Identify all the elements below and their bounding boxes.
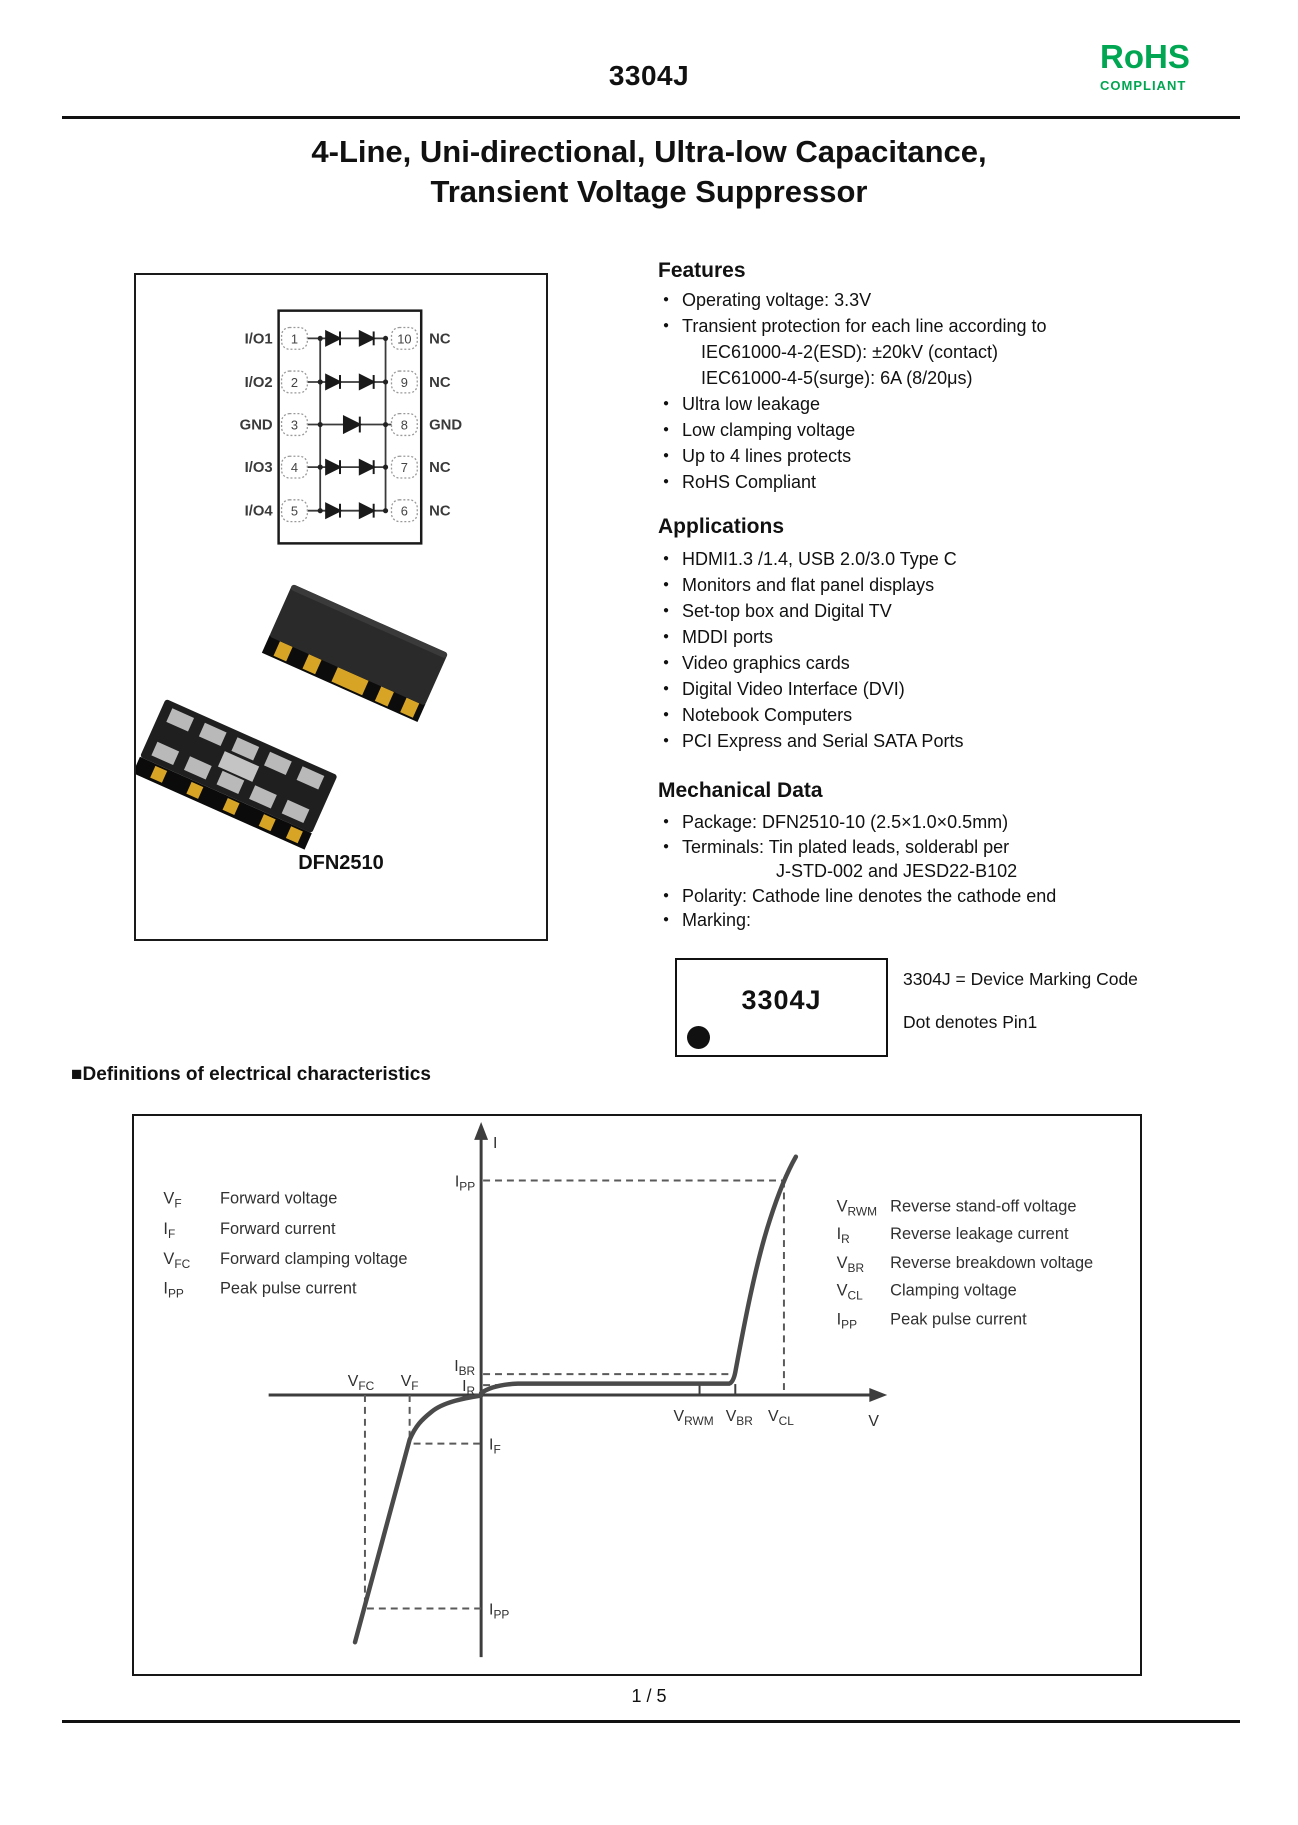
pin-number: 10 xyxy=(397,331,412,347)
pin-number: 6 xyxy=(400,503,408,519)
pin-label-io3: I/O3 xyxy=(244,460,273,477)
list-item: ● HDMI1.3 /1.4, USB 2.0/3.0 Type C xyxy=(658,546,1128,572)
list-item: ● Notebook Computers xyxy=(658,702,1128,728)
pin-number: 2 xyxy=(290,374,299,390)
list-item: ● Package: DFN2510-10 (2.5×1.0×0.5mm) xyxy=(658,810,1128,835)
legend-symbol: $I_R$ xyxy=(836,1225,850,1247)
vfc-label: $V_{FC}$ xyxy=(347,1373,375,1394)
legend-desc: Peak pulse current xyxy=(890,1310,1027,1329)
pin-label-nc6: NC xyxy=(429,503,451,520)
pin-number: 3 xyxy=(290,417,299,433)
legend-symbol: $V_{BR}$ xyxy=(836,1253,865,1275)
list-item: ● Marking: xyxy=(658,908,1128,933)
legend-desc: Forward clamping voltage xyxy=(219,1249,408,1268)
axes xyxy=(269,1136,872,1657)
pin-number: 5 xyxy=(290,503,299,519)
list-item: ● Terminals: Tin plated leads, solderabl per xyxy=(658,835,1128,860)
ipp-bottom-label: $I_{PP}$ xyxy=(489,1601,510,1622)
list-item: IEC61000-4-2(ESD): ±20kV (contact) xyxy=(701,342,998,362)
legend-symbol: $V_F$ xyxy=(163,1189,182,1211)
x-axis-arrow xyxy=(869,1388,887,1402)
list-item: ● RoHS Compliant xyxy=(658,469,1128,495)
features-list xyxy=(658,287,1128,495)
pin-label-io4: I/O4 xyxy=(244,503,273,520)
mechanical-list xyxy=(658,810,1128,933)
list-item: IEC61000-4-5(surge): 6A (8/20μs) xyxy=(701,368,973,388)
features-heading: Features xyxy=(658,259,746,282)
legend-desc: Forward current xyxy=(219,1220,336,1239)
package-photo-front-chip xyxy=(136,699,338,850)
pin-number: 9 xyxy=(400,374,408,390)
ipp-top-label: $I_{PP}$ xyxy=(454,1173,476,1194)
legend-desc: Reverse stand-off voltage xyxy=(890,1197,1077,1216)
x-axis-label: V xyxy=(868,1412,879,1430)
pin-number: 4 xyxy=(290,460,299,476)
list-item: ● Digital Video Interface (DVI) xyxy=(658,676,1128,702)
list-item: ● PCI Express and Serial SATA Ports xyxy=(658,728,1128,754)
pin-label-nc10: NC xyxy=(429,331,451,348)
document-title xyxy=(0,132,1298,212)
legend-desc: Clamping voltage xyxy=(890,1281,1017,1300)
vcl-label: $V_{CL}$ xyxy=(768,1407,794,1428)
page-title: 3304J xyxy=(608,60,690,91)
ibr-label: $I_{BR}$ xyxy=(454,1358,476,1379)
vrwm-label: $V_{RWM}$ xyxy=(673,1407,714,1428)
iv-curve-svg xyxy=(134,1116,1140,1674)
legend-symbol: $I_F$ xyxy=(163,1220,176,1242)
header-rule xyxy=(62,116,1240,119)
legend-desc: Peak pulse current xyxy=(219,1279,357,1298)
footer-rule xyxy=(62,1720,1240,1723)
legend-symbol: $I_{PP}$ xyxy=(836,1310,858,1332)
vbr-label: $V_{BR}$ xyxy=(725,1407,753,1428)
list-item: J-STD-002 and JESD22-B102 xyxy=(776,861,1018,881)
list-item: ● MDDI ports xyxy=(658,624,1128,650)
pin-label-io1: I/O1 xyxy=(244,331,273,348)
pin-label-gnd8: GND xyxy=(429,417,463,434)
pin1-dot xyxy=(687,1026,710,1049)
legend-symbol: $V_{CL}$ xyxy=(836,1281,863,1303)
legend-desc: Reverse breakdown voltage xyxy=(890,1253,1094,1272)
list-item: ● Polarity: Cathode line denotes the cathode end xyxy=(658,884,1128,909)
marking-note-code: 3304J = Device Marking Code xyxy=(903,969,1138,989)
page-number: 1 / 5 xyxy=(631,1686,667,1706)
iv-characteristics-chart xyxy=(132,1114,1142,1676)
legend-symbol: $V_{FC}$ xyxy=(163,1249,191,1271)
pinout-and-package-figure xyxy=(136,275,546,937)
list-item: ● Set-top box and Digital TV xyxy=(658,598,1128,624)
mechanical-heading: Mechanical Data xyxy=(658,779,823,802)
pin-number: 1 xyxy=(290,331,299,347)
list-item: ● Up to 4 lines protects xyxy=(658,443,1128,469)
rohs-badge xyxy=(1100,40,1250,93)
pin-number: 7 xyxy=(400,460,408,476)
section-features xyxy=(658,259,1128,495)
legend-desc: Reverse leakage current xyxy=(890,1225,1069,1244)
pin-label-nc9: NC xyxy=(429,374,451,391)
ir-label: $I_R$ xyxy=(462,1378,476,1398)
pin-label-nc7: NC xyxy=(429,460,451,477)
left-legend xyxy=(163,1189,407,1300)
right-legend xyxy=(837,1197,1094,1331)
y-axis-label: I xyxy=(493,1134,498,1152)
rohs-badge-subtitle: COMPLIANT xyxy=(1100,78,1187,93)
pin-label-gnd3: GND xyxy=(239,417,273,434)
legend-symbol: $I_{PP}$ xyxy=(163,1279,184,1301)
package-photo-back-chip xyxy=(262,584,448,722)
legend-desc: Forward voltage xyxy=(219,1189,338,1208)
list-item: ● Monitors and flat panel displays xyxy=(658,572,1128,598)
marking-note-pin1: Dot denotes Pin1 xyxy=(903,1012,1038,1032)
pin-label-io2: I/O2 xyxy=(244,374,273,391)
applications-heading: Applications xyxy=(658,515,785,538)
marking-diagram-box xyxy=(675,958,888,1057)
definitions-heading: ■Definitions of electrical characteristics xyxy=(71,1064,431,1085)
document-title-line1: 4-Line, Uni-directional, Ultra-low Capacitance, xyxy=(311,134,987,169)
rohs-badge-title: RoHS xyxy=(1100,38,1190,75)
list-item: ● Transient protection for each line according to xyxy=(658,313,1128,339)
package-caption: DFN2510 xyxy=(298,852,384,874)
list-item: ● Video graphics cards xyxy=(658,650,1128,676)
device-marking-code: 3304J xyxy=(741,985,822,1015)
legend-symbol: $V_{RWM}$ xyxy=(836,1197,878,1219)
package-figure-box xyxy=(134,273,548,941)
list-item: ● Ultra low leakage xyxy=(658,391,1128,417)
list-item: ● Operating voltage: 3.3V xyxy=(658,287,1128,313)
section-mechanical-data xyxy=(658,779,1128,933)
document-title-line2: Transient Voltage Suppressor xyxy=(430,174,868,209)
section-applications xyxy=(658,515,1128,754)
pin-number: 8 xyxy=(400,417,408,433)
if-label: $I_F$ xyxy=(489,1436,501,1457)
applications-list xyxy=(658,546,1128,754)
y-axis-arrow xyxy=(474,1122,488,1140)
list-item: ● Low clamping voltage xyxy=(658,417,1128,443)
vf-label: $V_F$ xyxy=(400,1373,419,1394)
iv-curve xyxy=(355,1157,796,1643)
